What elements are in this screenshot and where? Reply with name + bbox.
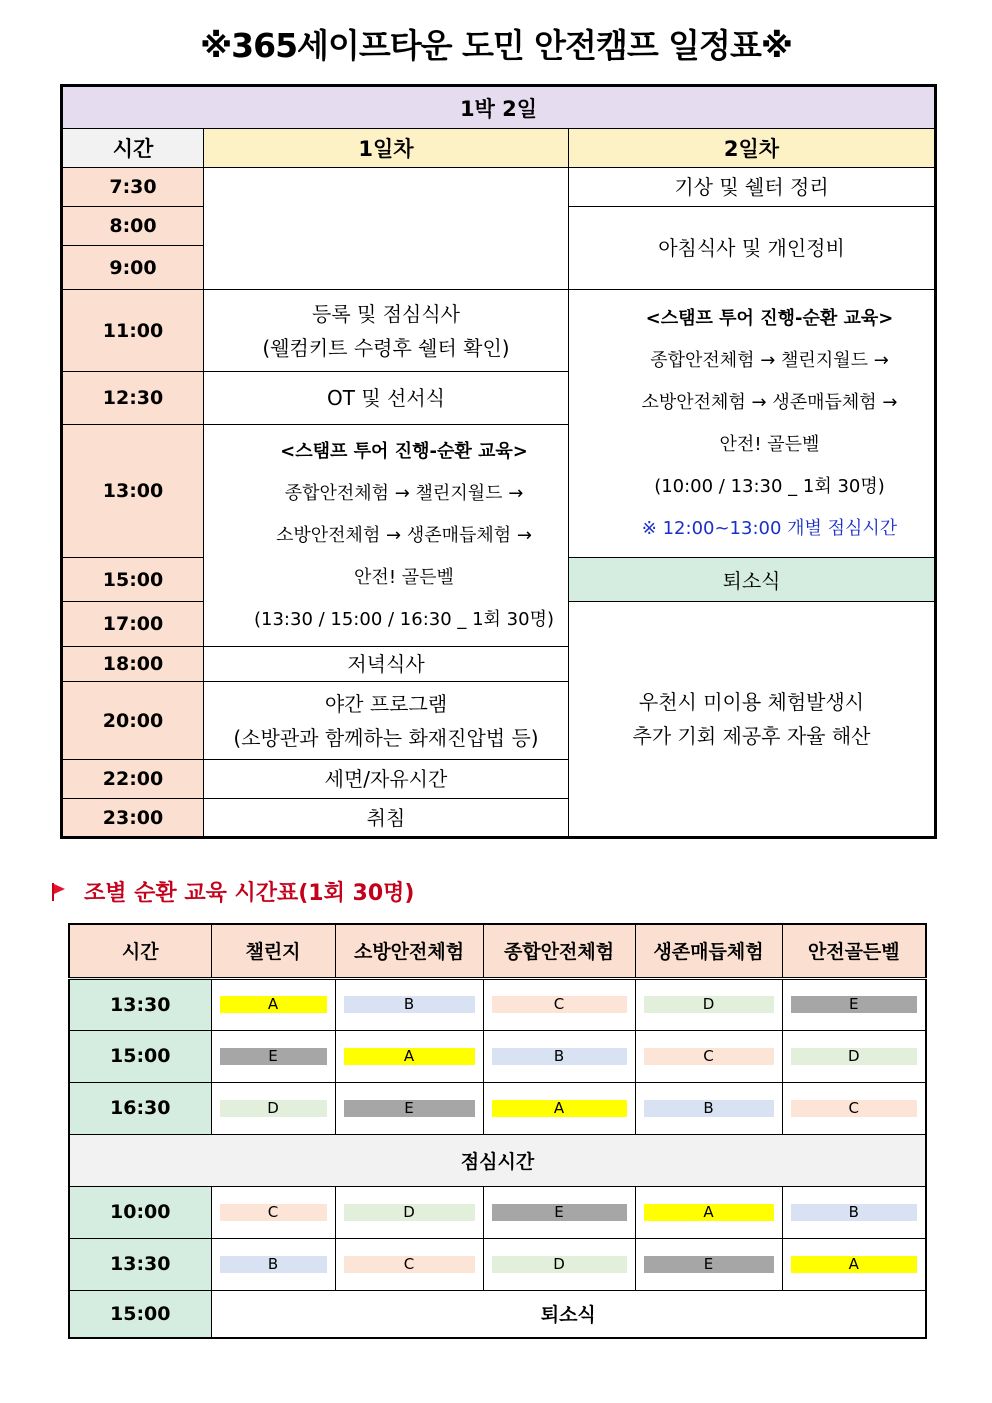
day2-header: 2일차 bbox=[569, 129, 936, 168]
group-chip: A bbox=[791, 1256, 918, 1273]
group-chip: C bbox=[220, 1204, 327, 1221]
day1-stamp-title: <스탬프 투어 진행-순환 교육> bbox=[280, 440, 528, 462]
time-cell: 23:00 bbox=[62, 799, 204, 838]
time-column-header: 시간 bbox=[62, 129, 204, 168]
rotation-group-cell bbox=[483, 1186, 635, 1238]
time-cell: 17:00 bbox=[62, 602, 204, 647]
group-chip: D bbox=[220, 1100, 327, 1117]
group-chip: B bbox=[344, 996, 475, 1013]
rotation-group-cell bbox=[483, 978, 635, 1030]
day2-stamp-line2: 소방안전체험 → 생존매듭체험 → bbox=[641, 391, 898, 413]
day1-ot: OT 및 선서식 bbox=[204, 372, 569, 425]
day1-stamp-line2: 소방안전체험 → 생존매듭체험 → bbox=[276, 524, 532, 546]
rotation-group-cell bbox=[211, 1030, 335, 1082]
day2-rain-note bbox=[569, 602, 936, 838]
day1-stamp-line3: 안전! 골든벨 bbox=[354, 566, 454, 588]
group-chip: A bbox=[220, 996, 327, 1013]
day2-stamp-tour bbox=[569, 290, 936, 558]
rotation-group-cell bbox=[782, 1030, 926, 1082]
rotation-header-fire: 소방안전체험 bbox=[335, 924, 483, 978]
camp-schedule-table bbox=[60, 84, 937, 839]
group-chip: D bbox=[492, 1256, 627, 1273]
rotation-header-time: 시간 bbox=[69, 924, 211, 978]
rotation-header-challenge: 챌린지 bbox=[211, 924, 335, 978]
page-title: ※365세이프타운 도민 안전캠프 일정표※ bbox=[200, 26, 792, 65]
time-cell: 9:00 bbox=[62, 246, 204, 290]
group-chip: C bbox=[344, 1256, 475, 1273]
day1-night-program bbox=[204, 682, 569, 760]
flag-icon bbox=[52, 883, 66, 901]
schedule-header: 1박 2일 bbox=[62, 86, 936, 129]
rotation-group-cell bbox=[211, 1082, 335, 1134]
rotation-time-cell: 15:00 bbox=[69, 1030, 211, 1082]
rotation-time-cell: 10:00 bbox=[69, 1186, 211, 1238]
group-chip: C bbox=[791, 1100, 918, 1117]
day2-stamp-line4: (10:00 / 13:30 _ 1회 30명) bbox=[654, 475, 885, 497]
registration-line2: (웰컴키트 수령후 쉘터 확인) bbox=[262, 335, 510, 360]
time-cell: 12:30 bbox=[62, 372, 204, 425]
rotation-group-cell bbox=[335, 1186, 483, 1238]
rotation-group-cell bbox=[782, 1238, 926, 1290]
rotation-group-cell bbox=[782, 978, 926, 1030]
rotation-group-cell bbox=[335, 1030, 483, 1082]
day1-registration bbox=[204, 290, 569, 372]
rotation-group-cell bbox=[211, 978, 335, 1030]
rotation-row bbox=[69, 1186, 926, 1238]
night-line1: 야간 프로그램 bbox=[324, 691, 448, 716]
rotation-group-cell bbox=[483, 1030, 635, 1082]
time-cell: 20:00 bbox=[62, 682, 204, 760]
group-chip: E bbox=[344, 1100, 475, 1117]
day2-closing: 퇴소식 bbox=[569, 558, 936, 602]
group-chip: A bbox=[344, 1048, 475, 1065]
rotation-header-goldenbell: 안전골든벨 bbox=[782, 924, 926, 978]
day1-empty-morning bbox=[204, 168, 569, 290]
rotation-group-cell bbox=[483, 1238, 635, 1290]
time-cell: 11:00 bbox=[62, 290, 204, 372]
rotation-row bbox=[69, 1238, 926, 1290]
time-cell: 7:30 bbox=[62, 168, 204, 207]
rotation-group-cell bbox=[782, 1186, 926, 1238]
rotation-table bbox=[68, 923, 927, 1339]
rotation-row bbox=[69, 1030, 926, 1082]
rotation-section-title bbox=[52, 876, 414, 907]
group-chip: D bbox=[644, 996, 774, 1013]
group-chip: D bbox=[791, 1048, 918, 1065]
day2-stamp-title: <스탬프 투어 진행-순환 교육> bbox=[645, 307, 894, 329]
time-cell: 15:00 bbox=[62, 558, 204, 602]
group-chip: E bbox=[492, 1204, 627, 1221]
day1-dinner: 저녁식사 bbox=[204, 647, 569, 682]
group-chip: C bbox=[644, 1048, 774, 1065]
rotation-group-cell bbox=[335, 1238, 483, 1290]
rain-line2: 추가 기회 제공후 자율 해산 bbox=[632, 724, 871, 748]
rotation-group-cell bbox=[782, 1082, 926, 1134]
group-chip: E bbox=[644, 1256, 774, 1273]
rotation-header-general: 종합안전체험 bbox=[483, 924, 635, 978]
day1-stamp-tour bbox=[204, 425, 569, 647]
rotation-row bbox=[69, 1082, 926, 1134]
night-line2: (소방관과 함께하는 화재진압법 등) bbox=[233, 725, 539, 750]
rotation-group-cell bbox=[211, 1238, 335, 1290]
group-chip: A bbox=[644, 1204, 774, 1221]
final-closing-cell: 퇴소식 bbox=[211, 1290, 926, 1338]
day1-header: 1일차 bbox=[204, 129, 569, 168]
group-chip: B bbox=[644, 1100, 774, 1117]
day2-stamp-line3: 안전! 골든벨 bbox=[719, 433, 820, 455]
final-time-cell: 15:00 bbox=[69, 1290, 211, 1338]
time-cell: 13:00 bbox=[62, 425, 204, 558]
group-chip: A bbox=[492, 1100, 627, 1117]
group-chip: E bbox=[220, 1048, 327, 1065]
rotation-group-cell bbox=[335, 1082, 483, 1134]
group-chip: B bbox=[220, 1256, 327, 1273]
rain-line1: 우천시 미이용 체험발생시 bbox=[638, 690, 865, 714]
rotation-group-cell bbox=[483, 1082, 635, 1134]
rotation-time-cell: 13:30 bbox=[69, 978, 211, 1030]
day2-lunch-note: ※ 12:00~13:00 개별 점심시간 bbox=[641, 517, 898, 539]
day1-stamp-line4: (13:30 / 15:00 / 16:30 _ 1회 30명) bbox=[254, 608, 554, 630]
day1-wash: 세면/자유시간 bbox=[204, 760, 569, 799]
day1-sleep: 취침 bbox=[204, 799, 569, 838]
day2-wakeup: 기상 및 쉘터 정리 bbox=[569, 168, 936, 207]
group-chip: B bbox=[791, 1204, 918, 1221]
rotation-group-cell bbox=[635, 978, 782, 1030]
day2-stamp-line1: 종합안전체험 → 챌린지월드 → bbox=[650, 349, 889, 371]
rotation-group-cell bbox=[635, 1082, 782, 1134]
rotation-header-knot: 생존매듭체험 bbox=[635, 924, 782, 978]
time-cell: 8:00 bbox=[62, 207, 204, 246]
rotation-group-cell bbox=[335, 978, 483, 1030]
day1-stamp-line1: 종합안전체험 → 챌린지월드 → bbox=[284, 482, 524, 504]
rotation-group-cell bbox=[635, 1030, 782, 1082]
group-chip: D bbox=[344, 1204, 475, 1221]
rotation-group-cell bbox=[211, 1186, 335, 1238]
rotation-title-text: 조별 순환 교육 시간표(1회 30명) bbox=[84, 881, 415, 906]
rotation-group-cell bbox=[635, 1238, 782, 1290]
group-chip: C bbox=[492, 996, 627, 1013]
registration-line1: 등록 및 점심식사 bbox=[312, 301, 460, 326]
group-chip: B bbox=[492, 1048, 627, 1065]
rotation-group-cell bbox=[635, 1186, 782, 1238]
group-chip: E bbox=[791, 996, 918, 1013]
rotation-time-cell: 16:30 bbox=[69, 1082, 211, 1134]
day2-breakfast: 아침식사 및 개인정비 bbox=[569, 207, 936, 290]
rotation-time-cell: 13:30 bbox=[69, 1238, 211, 1290]
time-cell: 22:00 bbox=[62, 760, 204, 799]
lunch-row: 점심시간 bbox=[69, 1134, 926, 1186]
rotation-row bbox=[69, 978, 926, 1030]
time-cell: 18:00 bbox=[62, 647, 204, 682]
